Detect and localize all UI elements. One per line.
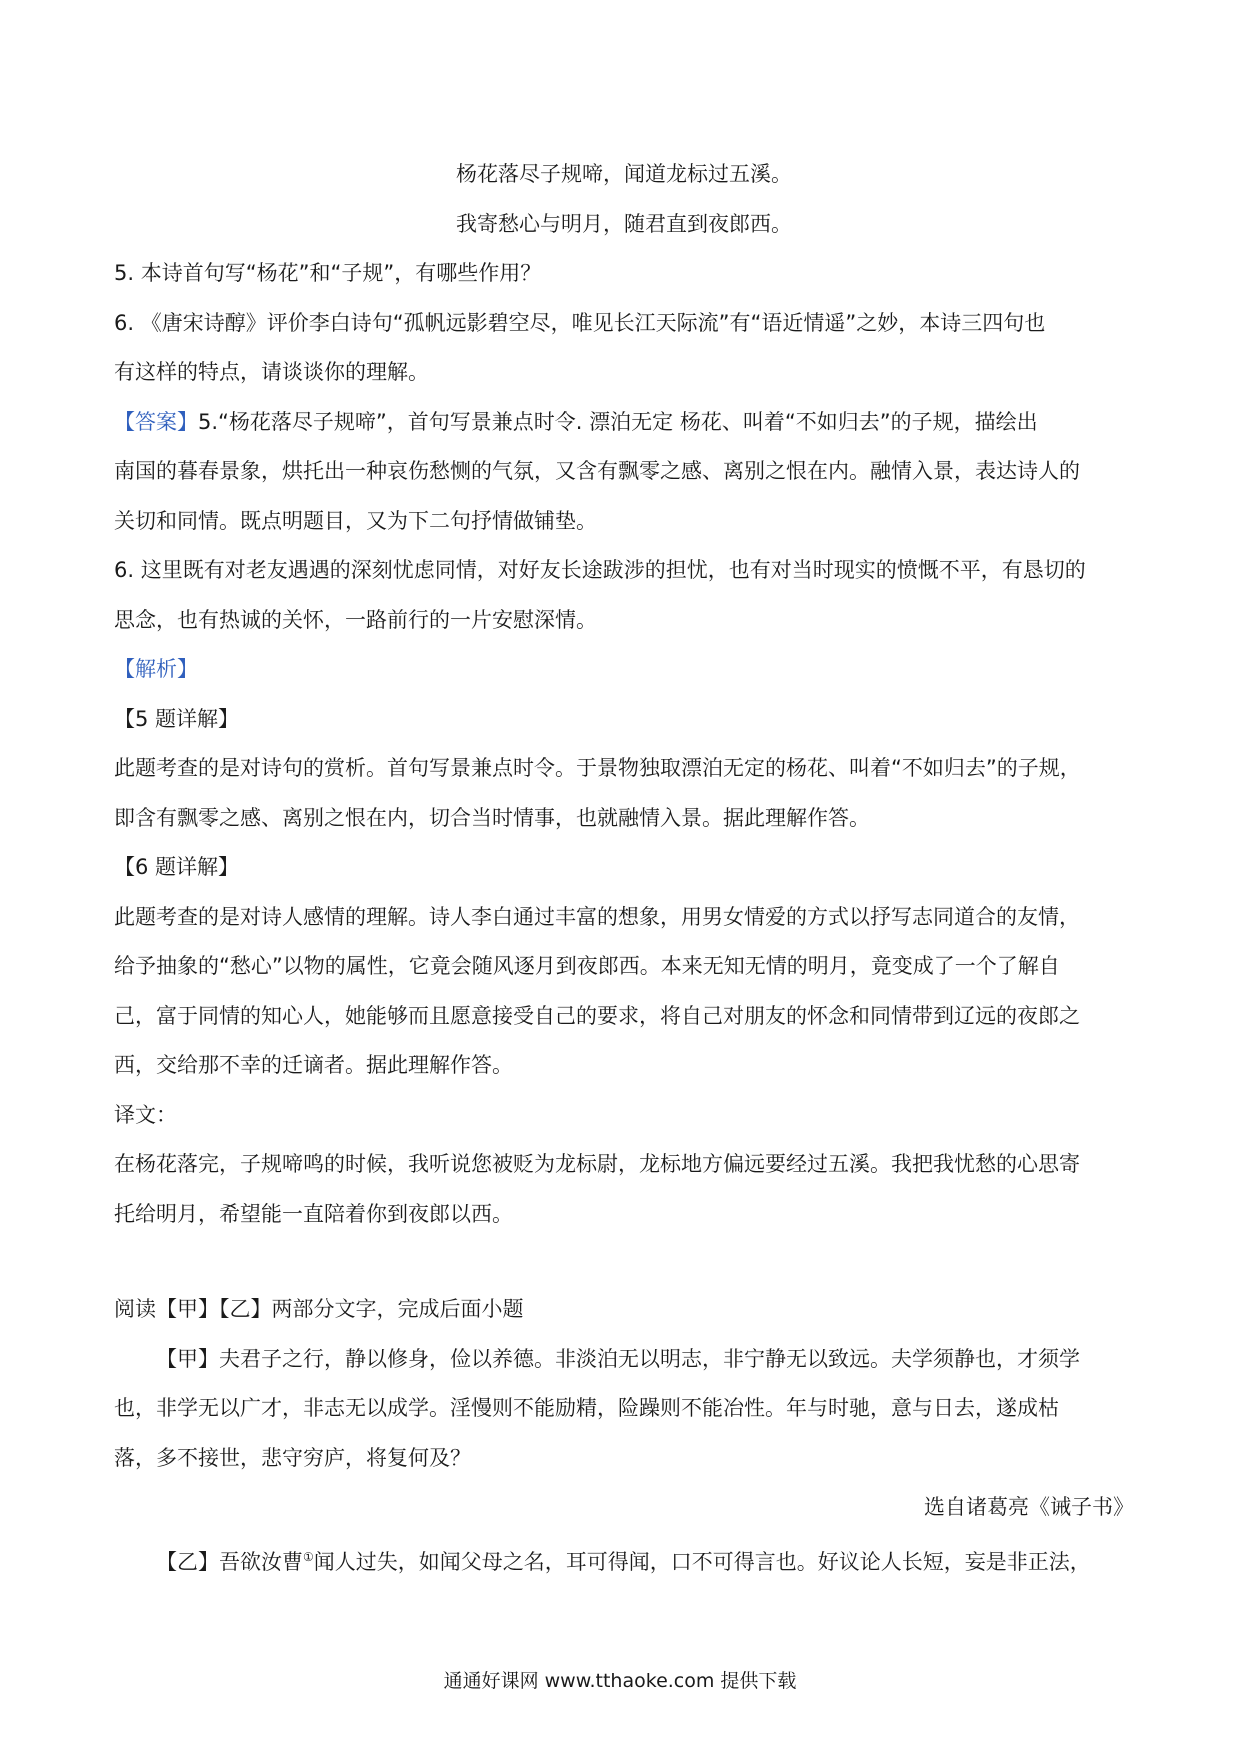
reading-intro: 阅读【甲】【乙】两部分文字，完成后面小题 [114,1297,524,1321]
page-footer: 通通好课网 www.tthaoke.com 提供下载 [443,1670,797,1692]
answer-6-line-1: 6. 这里既有对老友遇遇的深刻忧虑同情，对好友长途跋涉的担忧，也有对当时现实的愤慨不平，有恳切的 [114,558,1086,582]
analysis-q5-line-1: 此题考查的是对诗句的赏析。首句写景兼点时令。于景物独取漂泊无定的杨花、叫着“不如归去”的子规， [114,756,1081,780]
translation-line-1: 在杨花落完，子规啼鸣的时候，我听说您被贬为龙标尉，龙标地方偏远要经过五溪。我把我忧愁的心思寄 [114,1152,1080,1176]
analysis-q6-header: 【6 题详解】 [114,855,240,879]
analysis-q6-line-2: 给予抽象的“愁心”以物的属性，它竟会随风逐月到夜郎西。本来无知无情的明月，竟变成了一个了解自 [114,954,1060,978]
reading-jia-line-3: 落，多不接世，悲守穷庐，将复何及？ [114,1445,471,1470]
answer-5-line-2: 南国的暮春景象，烘托出一种哀伤愁恻的气氛，又含有飘零之感、离别之恨在内。融情入景，表达诗人的 [114,459,1080,483]
translation-line-2: 托给明月，希望能一直陪着你到夜郎以西。 [114,1201,513,1226]
analysis-q6-line-3: 己，富于同情的知心人，她能够而且愿意接受自己的要求，将自己对朋友的怀念和同情带到辽远的夜郎之 [114,1003,1080,1028]
reading-jia-line-2: 也，非学无以广才，非志无以成学。淫慢则不能励精，险躁则不能冶性。年与时驰，意与日去，遂成枯 [114,1396,1059,1420]
reading-jia-line-1: 【甲】夫君子之行，静以修身，俭以养德。非淡泊无以明志，非宁静无以致远。夫学须静也，才须学 [156,1346,1080,1371]
reading-yi-text-a: 【乙】吾欲汝曹 [156,1549,303,1574]
reading-jia-source: 选自诸葛亮《诫子书》 [924,1495,1134,1519]
question-6-line-1: 6. 《唐宋诗醇》评价李白诗句“孤帆远影碧空尽，唯见长江天际流”有“语近情遥”之妙，本诗三四句也 [114,310,1046,335]
analysis-tag: 【解析】 [114,657,198,681]
poem-line-1: 杨花落尽子规啼，闻道龙标过五溪。 [456,162,792,186]
translation-label: 译文： [114,1102,177,1127]
answer-5-line-1 [114,398,1134,448]
analysis-q6-line-1: 此题考查的是对诗人感情的理解。诗人李白通过丰富的想象，用男女情爱的方式以抒写志同道合的友情， [114,904,1080,929]
answer-tag: 【答案】 [114,409,198,434]
footnote-marker: ① [303,1549,314,1564]
answer-5-line-3: 关切和同情。既点明题目，又为下二句抒情做铺垫。 [114,508,597,533]
analysis-q5-line-2: 即含有飘零之感、离别之恨在内，切合当时情事，也就融情入景。据此理解作答。 [114,805,870,830]
answer-6-line-2: 思念，也有热诚的关怀，一路前行的一片安慰深情。 [114,607,597,632]
answer-5-text: 5.“杨花落尽子规啼”，首句写景兼点时令. 漂泊无定 杨花、叫着“不如归去”的子规，描绘出 [198,409,1038,434]
question-5: 5. 本诗首句写“杨花”和“子规”，有哪些作用？ [114,261,542,285]
analysis-q5-header: 【5 题详解】 [114,706,240,731]
section-spacer [114,1239,1134,1285]
question-6-line-2: 有这样的特点，请谈谈你的理解。 [114,360,429,384]
poem-line-2: 我寄愁心与明月，随君直到夜郎西。 [456,211,792,236]
reading-yi-text-b: 闻人过失，如闻父母之名，耳可得闻，口不可得言也。好议论人长短，妄是非正法， [313,1549,1091,1574]
reading-yi-line-1 [114,1533,1134,1588]
analysis-q6-line-4: 西，交给那不幸的迁谪者。据此理解作答。 [114,1053,513,1077]
document-body [114,150,1134,1587]
